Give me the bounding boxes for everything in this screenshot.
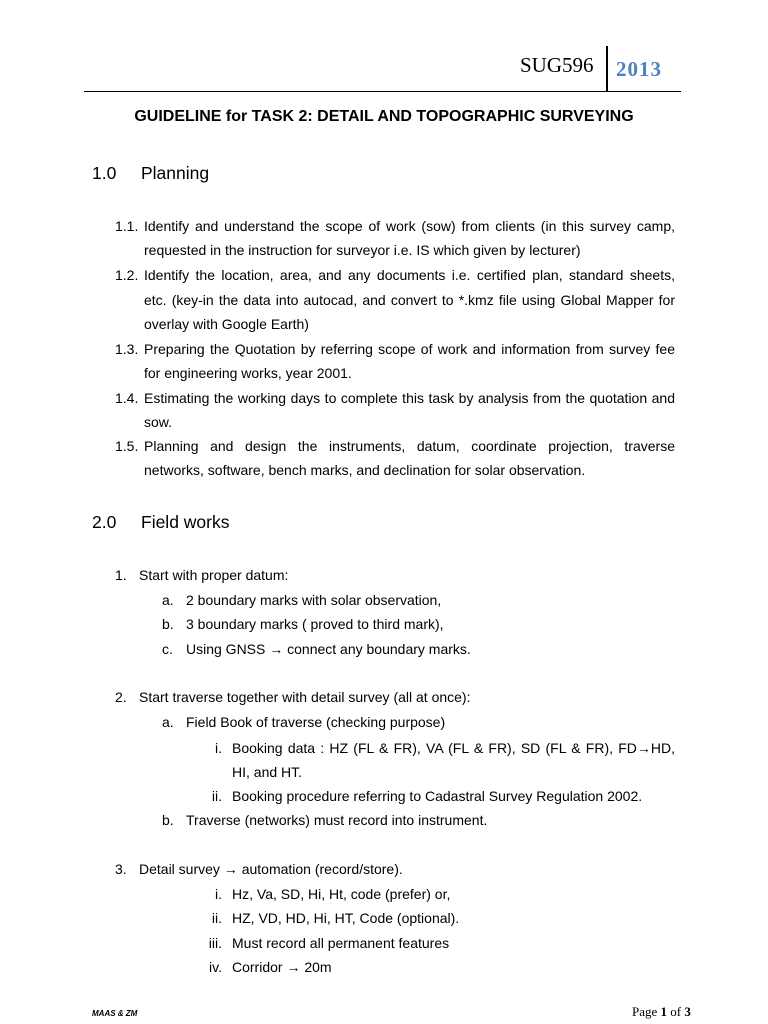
- section-title: Field works: [141, 512, 230, 532]
- list-item-line: requested in the instruction for surveyor i.e. IS which given by lecturer): [144, 242, 581, 258]
- list-item-line: overlay with Google Earth): [144, 316, 309, 332]
- roman-item-text: Booking procedure referring to Cadastral Survey Regulation 2002.: [232, 788, 643, 804]
- item-number: 3.: [115, 861, 127, 877]
- sub-item-letter: b.: [162, 812, 174, 828]
- page-current: 1: [660, 1004, 668, 1019]
- list-item-line: Identify and understand the scope of work (sow) from clients (in this survey camp,: [144, 218, 675, 234]
- roman-numeral: ii.: [211, 910, 222, 926]
- item-number: 2.: [115, 689, 127, 705]
- header-rule: [84, 91, 681, 92]
- roman-numeral: ii.: [211, 788, 222, 804]
- sub-item-letter: b.: [162, 616, 174, 632]
- course-year: 2013: [616, 57, 662, 81]
- list-item-line: networks, software, bench marks, and declination for solar observation.: [144, 462, 586, 478]
- document-title: GUIDELINE for TASK 2: DETAIL AND TOPOGRAPHIC SURVEYING: [134, 108, 634, 125]
- roman-item-text: HI, and HT.: [232, 764, 303, 780]
- course-code: SUG596: [520, 53, 594, 77]
- section-number: 2.0: [92, 512, 117, 532]
- footer-authors: MAAS & ZM: [92, 1009, 138, 1018]
- item-number: 1.4.: [115, 390, 139, 406]
- list-item-line: for engineering works, year 2001.: [144, 365, 352, 381]
- roman-numeral: i.: [215, 740, 222, 756]
- page-prefix: Page: [632, 1004, 661, 1019]
- list-item-line: Estimating the working days to complete this task by analysis from the quotation and: [144, 390, 675, 406]
- item-number: 1.5.: [115, 438, 139, 454]
- page-of: of: [667, 1004, 685, 1019]
- list-item-line: Planning and design the instruments, datum, coordinate projection, traverse: [144, 438, 675, 454]
- roman-item-text: Corridor → 20m: [232, 959, 332, 975]
- sub-item-text: Field Book of traverse (checking purpose): [186, 714, 446, 730]
- sub-item-text: Using GNSS → connect any boundary marks.: [186, 641, 471, 657]
- list-item-line: Detail survey → automation (record/store).: [139, 861, 403, 877]
- sub-item-text: Traverse (networks) must record into instrument.: [186, 812, 488, 828]
- roman-numeral: iv.: [209, 959, 222, 975]
- roman-item-text: Must record all permanent features: [232, 935, 450, 951]
- list-item-line: etc. (key-in the data into autocad, and convert to *.kmz file using Global Mapper for: [144, 292, 675, 308]
- section-title: Planning: [141, 163, 210, 183]
- sub-item-letter: c.: [162, 641, 173, 657]
- sub-item-letter: a.: [162, 592, 174, 608]
- roman-numeral: i.: [215, 886, 222, 902]
- list-item-line: sow.: [144, 414, 173, 430]
- roman-item-text: HZ, VD, HD, Hi, HT, Code (optional).: [232, 910, 460, 926]
- roman-item-text: Hz, Va, SD, Hi, Ht, code (prefer) or,: [232, 886, 451, 902]
- item-number: 1.3.: [115, 341, 139, 357]
- sub-item-text: 3 boundary marks ( proved to third mark),: [186, 616, 444, 632]
- roman-numeral: iii.: [208, 935, 222, 951]
- header-divider: [606, 46, 608, 91]
- item-number: 1.1.: [115, 218, 139, 234]
- list-item-line: Start with proper datum:: [139, 567, 289, 583]
- section-number: 1.0: [92, 163, 117, 183]
- list-item-line: Identify the location, area, and any documents i.e. certified plan, standard sheets,: [144, 267, 675, 283]
- page-number: [632, 1004, 691, 1020]
- sub-item-text: 2 boundary marks with solar observation,: [186, 592, 442, 608]
- item-number: 1.2.: [115, 267, 139, 283]
- roman-item-text: Booking data : HZ (FL & FR), VA (FL & FR), SD (FL & FR), FD→HD,: [232, 740, 675, 756]
- item-number: 1.: [115, 567, 127, 583]
- page-total: 3: [684, 1004, 691, 1019]
- sub-item-letter: a.: [162, 714, 174, 730]
- list-item-line: Preparing the Quotation by referring scope of work and information from survey fee: [144, 341, 675, 357]
- list-item-line: Start traverse together with detail survey (all at once):: [139, 689, 471, 705]
